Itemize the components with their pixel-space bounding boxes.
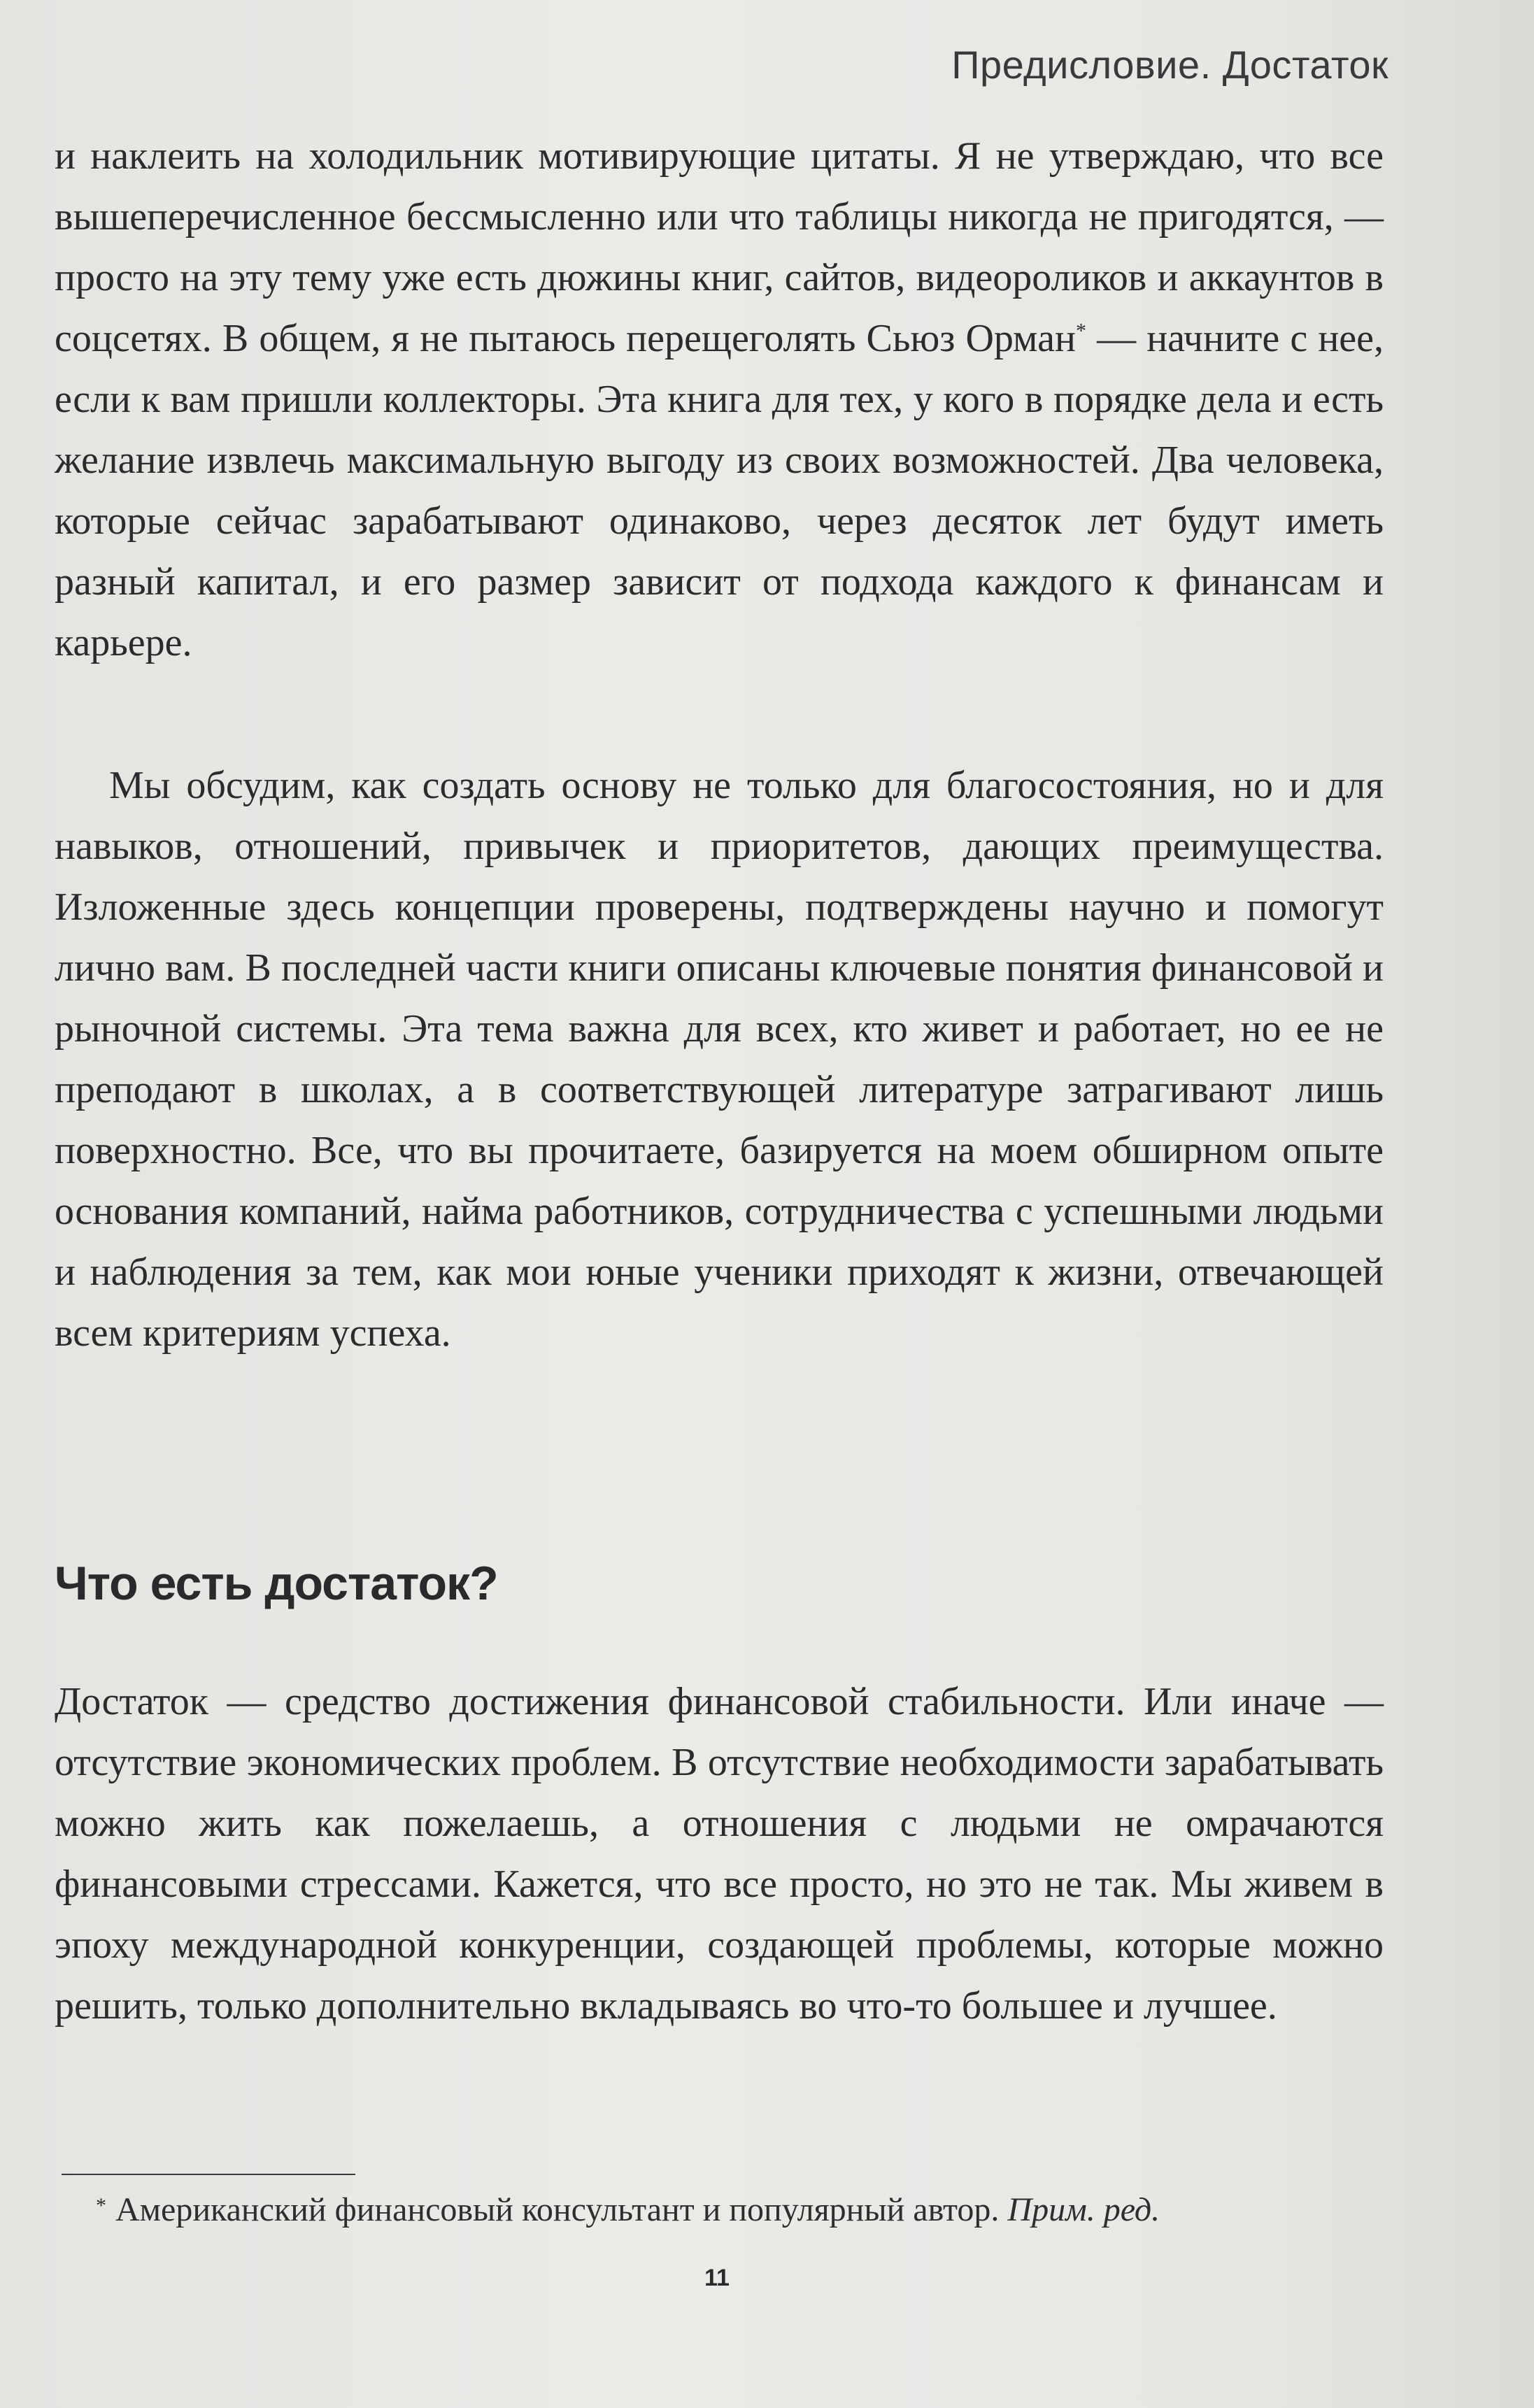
paragraph-2: [55, 755, 1384, 1364]
running-head: Предисловие. Достаток: [951, 43, 1389, 87]
paragraph-2-text: Мы обсудим, как создать основу не только для благосостояния, но и для навыков, отношений, привычек и приоритетов, дающих преимущества. Изложенные здесь концепции проверены, подтверждены научно и помогут лично вам. В последней части книги описаны ключевые понятия финансовой и рыночной системы. Эта тема важна для всех, кто живет и работает, но ее не преподают в школах, а в соответствующей литературе затрагивают лишь поверхностно. Все, что вы прочитаете, базируется на моем обширном опыте основания компаний, найма работников, сотрудничества с успешными людьми и наблюдения за тем, как мои юные ученики приходят к жизни, отвечающей всем критериям успеха.: [55, 764, 1384, 1355]
footnote-mark: *: [96, 2194, 106, 2217]
paragraph-3: [55, 1672, 1384, 2037]
paragraph-1: [55, 126, 1384, 674]
footnote-editor-note: Прим. ред.: [1007, 2191, 1160, 2228]
footnote-reference-mark[interactable]: *: [1075, 319, 1086, 343]
section-heading: Что есть достаток?: [55, 1557, 498, 1610]
page-number: 11: [704, 2265, 730, 2291]
paragraph-3-text: Достаток — средство достижения финансовой стабильности. Или иначе — отсутствие экономических проблем. В отсутствие необходимости зарабатывать можно жить как пожелаешь, а отношения с людьми не омрачаются финансовыми стрессами. Кажется, что все просто, но это не так. Мы живем в эпоху международной конкуренции, создающей проблемы, которые можно решить, только дополнительно вкладываясь во что-то большее и лучшее.: [55, 1680, 1384, 2028]
footnote-divider: [62, 2174, 355, 2175]
paragraph-1-continuation: — начните с нее, если к вам пришли коллекторы. Эта книга для тех, у кого в порядке дела и есть желание извлечь максимальную выгоду из своих возможностей. Два человека, которые сейчас зарабатывают одинаково, через десяток лет будут иметь разный капитал, и его размер зависит от подхода каждого к финансам и карьере.: [55, 317, 1384, 664]
paragraph-1-text: и наклеить на холодильник мотивирующие цитаты. Я не утверждаю, что все вышеперечисленное бессмысленно или что таблицы никогда не пригодятся, — просто на эту тему уже есть дюжины книг, сайтов, видеороликов и аккаунтов в соцсетях. В общем, я не пытаюсь перещеголять Сьюз Орман: [55, 134, 1384, 360]
footnote-text: Американский финансовый консультант и популярный автор.: [115, 2191, 1008, 2228]
footnote: [96, 2188, 1375, 2232]
